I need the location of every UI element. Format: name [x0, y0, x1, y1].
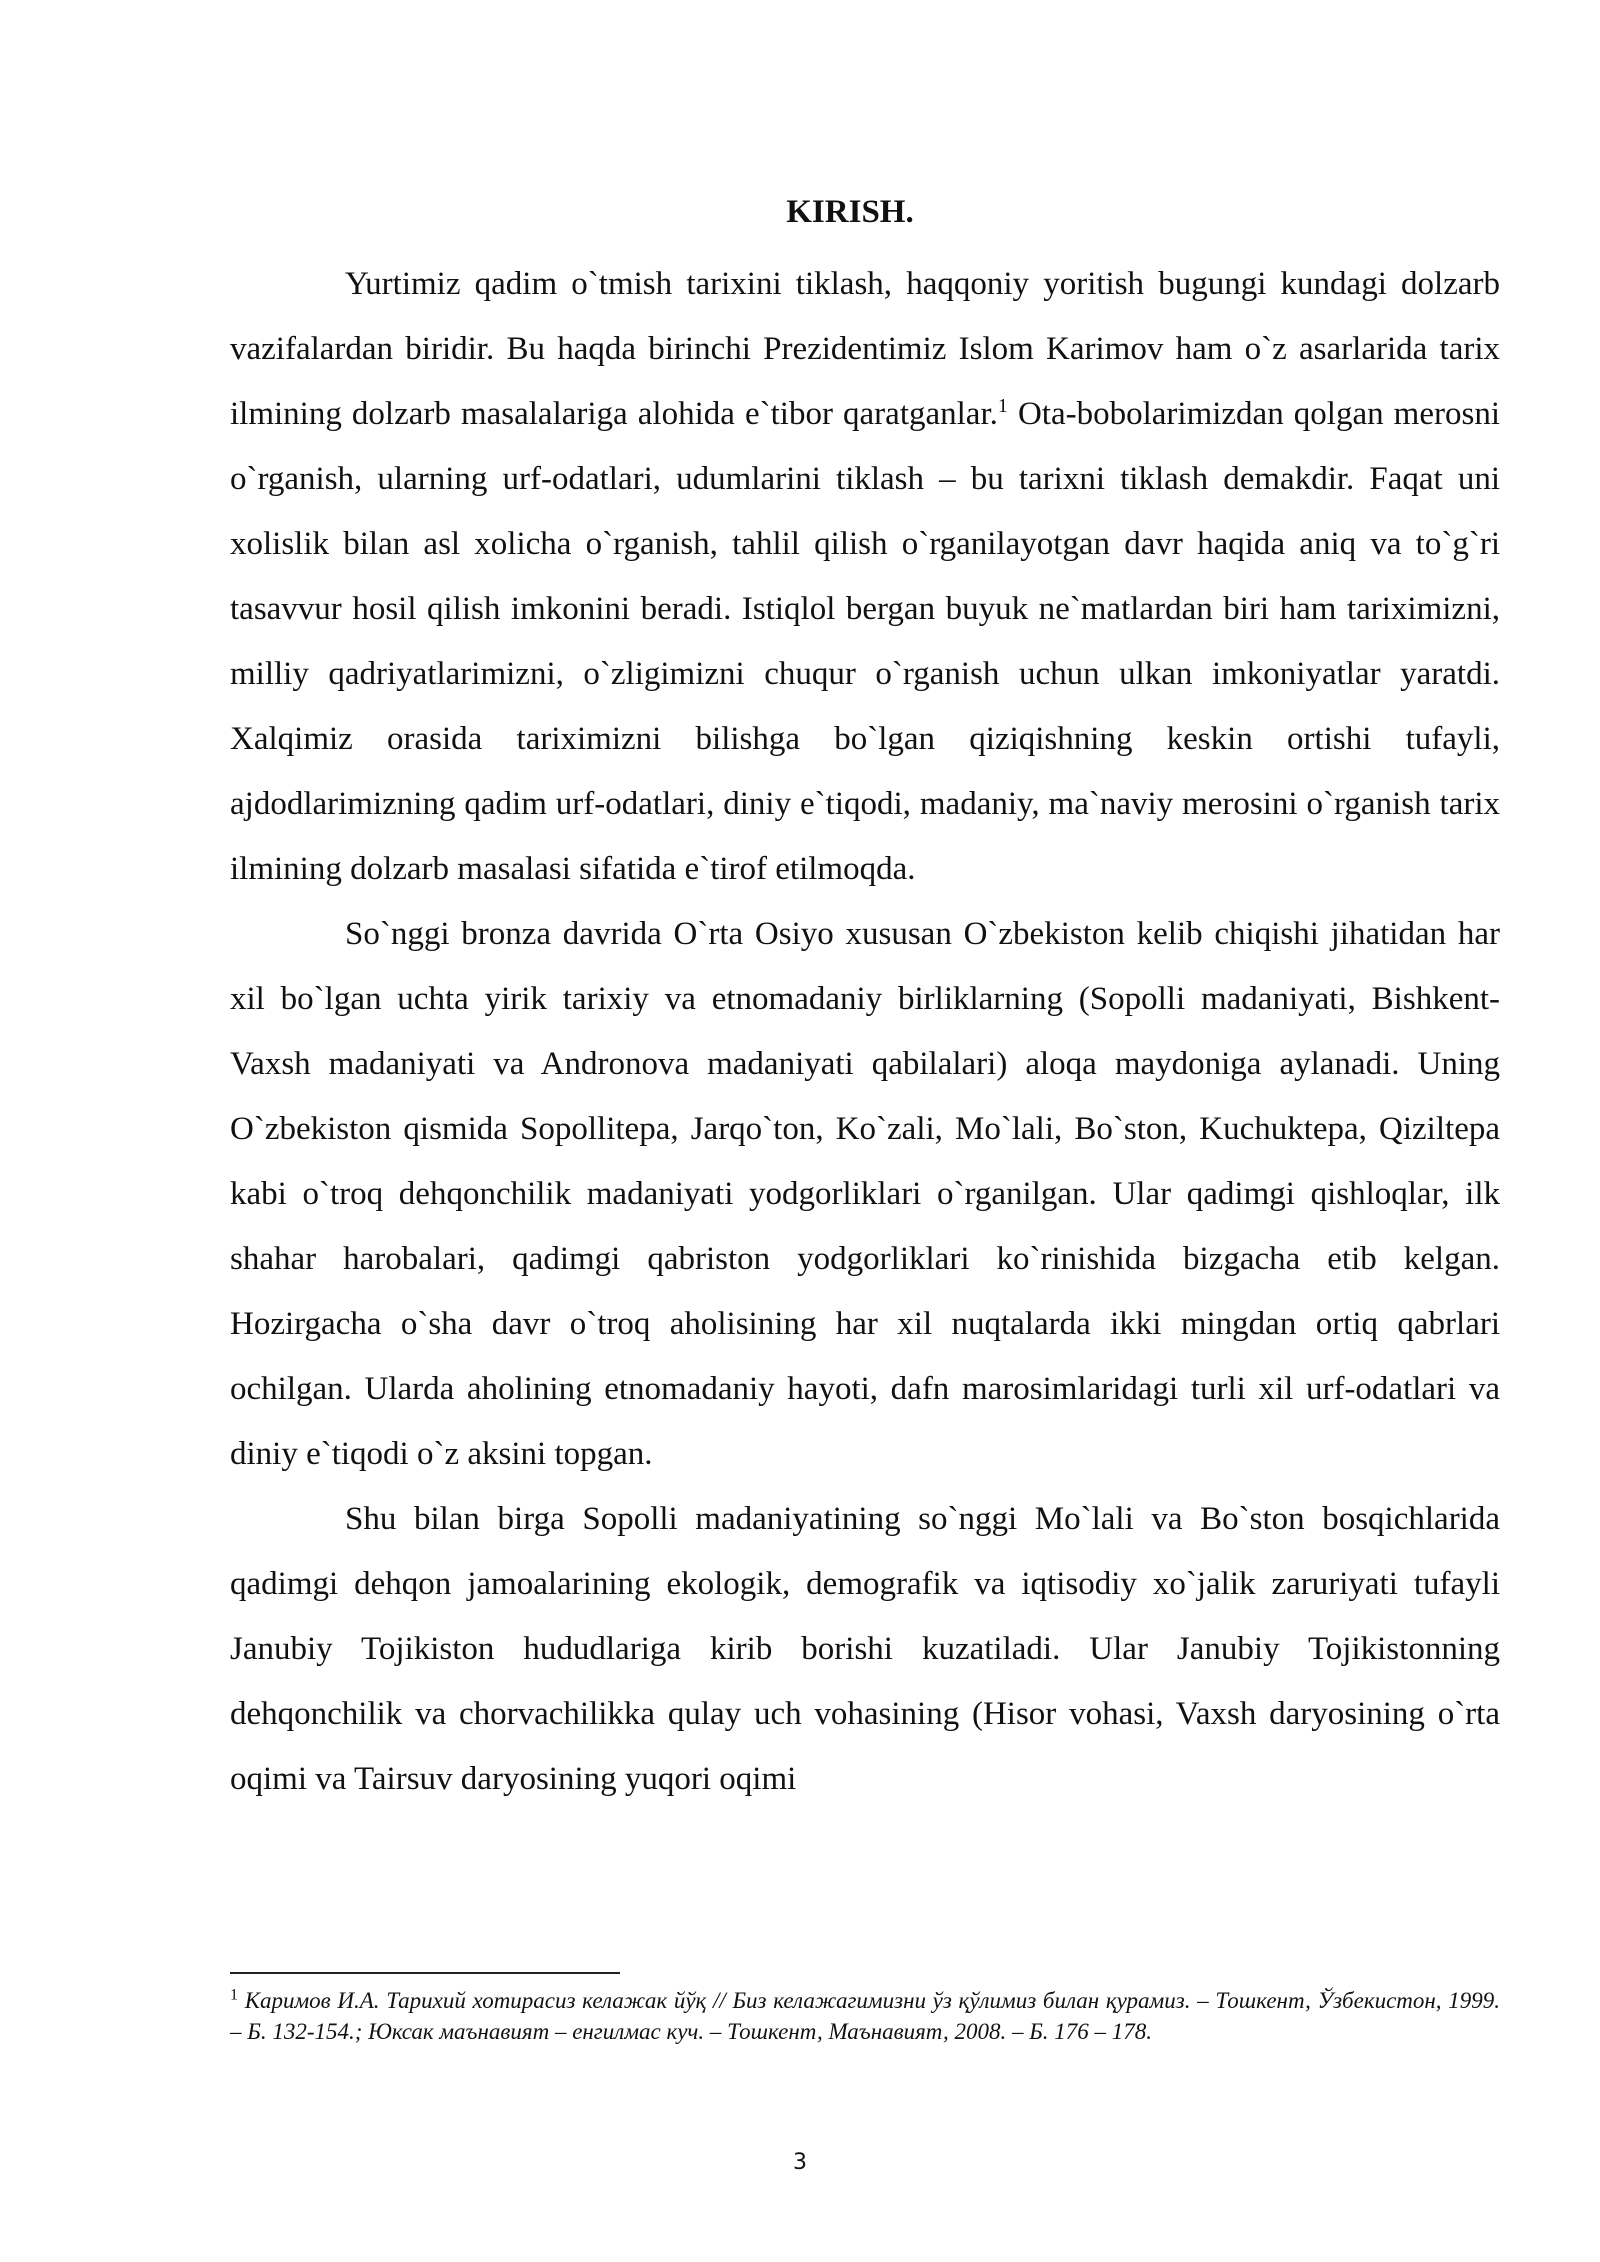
page-number: 3: [793, 2150, 807, 2175]
footnote: [230, 1985, 1500, 2047]
footnote-text: Каримов И.А. Тарихий хотирасиз келажак йўқ // Биз келажагимизни ўз қўлимиз билан қурамиз. – Тошкент, Ўзбекистон, 1999. – Б. 132-154.; Юксак маънавият – енгилмас куч. – Тошкент, Маънавият, 2008. – Б. 176 – 178.: [230, 1988, 1501, 2044]
body-text: [230, 252, 1500, 1812]
footnote-separator: [230, 1972, 620, 1974]
section-title: KIRISH.: [786, 194, 914, 230]
paragraph-1-text: Yurtimiz qadim o`tmish tarixini tiklash, haqqoniy yoritish bugungi kundagi dolzarb vazifalardan biridir. Bu haqda birinchi Prezidentimiz Islom Karimov ham o`z asarlarida tarix ilmining dolzarb masalalariga alohida e`tibor qaratganlar.: [230, 266, 1500, 432]
paragraph-3: Shu bilan birga Sopolli madaniyatining so`nggi Mo`lali va Bo`ston bosqichlarida qadimgi dehqon jamoalarining ekologik, demografik va iqtisodiy xo`jalik zaruriyati tufayli Janubiy Tojikiston hududlariga kirib borishi kuzatiladi. Ular Janubiy Tojikistonning dehqonchilik va chorvachilikka qulay uch vohasining (Hisor vohasi, Vaxsh daryosining o`rta oqimi va Tairsuv daryosining yuqori oqimi: [230, 1501, 1500, 1797]
footnote-marker: 1: [230, 1986, 238, 2004]
footnote-reference[interactable]: 1: [997, 395, 1008, 417]
paragraph-1-continuation: Ota-bobolarimizdan qolgan merosni o`rganish, ularning urf-odatlari, udumlarini tiklash – bu tarixni tiklash demakdir. Faqat uni xolislik bilan asl xolicha o`rganish, tahlil qilish o`rganilayotgan davr haqida aniq va to`g`ri tasavvur hosil qilish imkonini beradi. Istiqlol bergan buyuk ne`matlardan biri ham tariximizni, milliy qadriyatlarimizni, o`zligimizni chuqur o`rganish uchun ulkan imkoniyatlar yaratdi. Xalqimiz orasida tariximizni bilishga bo`lgan qiziqishning keskin ortishi tufayli, ajdodlarimizning qadim urf-odatlari, diniy e`tiqodi, madaniy, ma`naviy merosini o`rganish tarix ilmining dolzarb masalasi sifatida e`tirof etilmoqda.: [230, 396, 1500, 887]
paragraph-2: So`nggi bronza davrida O`rta Osiyo xususan O`zbekiston kelib chiqishi jihatidan har xil bo`lgan uchta yirik tarixiy va etnomadaniy birliklarning (Sopolli madaniyati, Bishkent-Vaxsh madaniyati va Andronova madaniyati qabilalari) aloqa maydoniga aylanadi. Uning O`zbekiston qismida Sopollitepa, Jarqo`ton, Ko`zali, Mo`lali, Bo`ston, Kuchuktepa, Qiziltepa kabi o`troq dehqonchilik madaniyati yodgorliklari o`rganilgan. Ular qadimgi qishloqlar, ilk shahar harobalari, qadimgi qabriston yodgorliklari ko`rinishida bizgacha etib kelgan. Hozirgacha o`sha davr o`troq aholisining har xil nuqtalarda ikki mingdan ortiq qabrlari ochilgan. Ularda aholining etnomadaniy hayoti, dafn marosimlaridagi turli xil urf-odatlari va diniy e`tiqodi o`z aksini topgan.: [230, 916, 1500, 1472]
paragraph-1: [230, 252, 1500, 902]
